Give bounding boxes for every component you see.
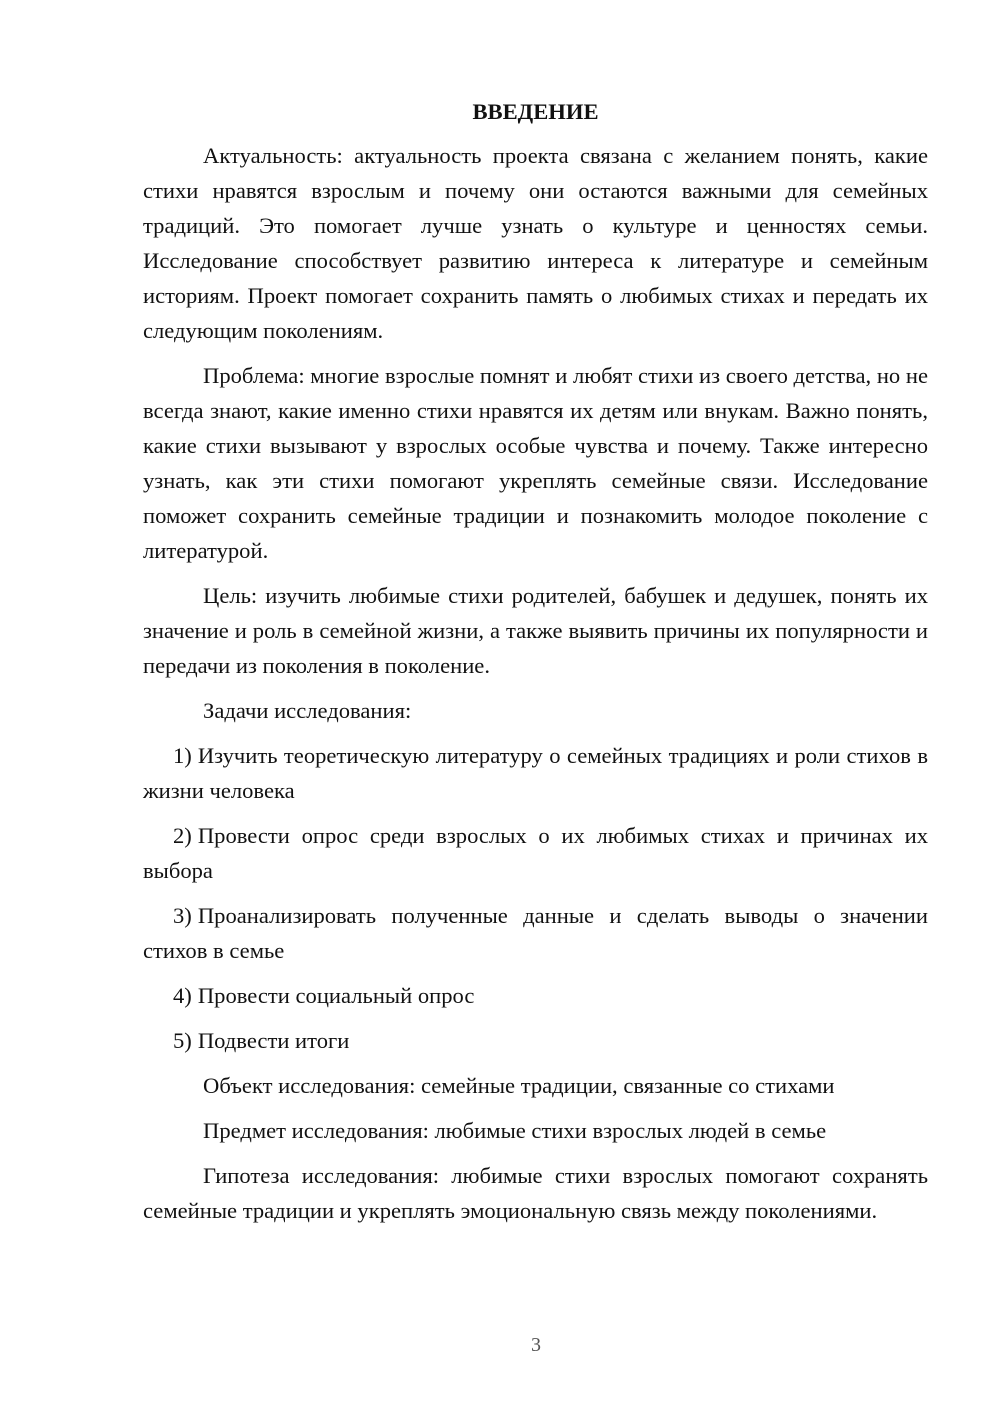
list-item <box>143 898 928 968</box>
hypothesis-paragraph: Гипотеза исследования: любимые стихи взрослых помогают сохранять семейные традиции и укреплять эмоциональную связь между поколениями. <box>143 1163 928 1223</box>
list-item-text: Проанализировать полученные данные и сделать выводы о значении стихов в семье <box>143 903 928 963</box>
list-item-text: Провести опрос среди взрослых о их любимых стихах и причинах их выбора <box>143 823 928 883</box>
problem-paragraph: Проблема: многие взрослые помнят и любят стихи из своего детства, но не всегда знают, какие именно стихи нравятся их детям или внукам. Важно понять, какие стихи вызывают у взрослых особые чувства и почему. Также интересно узнать, как эти стихи помогают укреплять семейные связи. Исследование поможет сохранить семейные традиции и познакомить молодое поколение с литературой. <box>143 363 928 563</box>
list-item-text: Подвести итоги <box>197 1028 350 1053</box>
list-item <box>143 738 928 808</box>
list-item <box>143 818 928 888</box>
page-title: ВВЕДЕНИЕ <box>472 99 599 124</box>
list-item-number: 3) <box>173 903 192 928</box>
list-item-number: 1) <box>173 743 192 768</box>
list-item-number: 2) <box>173 823 192 848</box>
list-item <box>143 1023 928 1058</box>
list-item-number: 4) <box>173 983 192 1008</box>
page-content <box>143 94 928 1238</box>
tasks-heading: Задачи исследования: <box>203 698 412 723</box>
tasks-list <box>143 738 928 1058</box>
object-paragraph: Объект исследования: семейные традиции, связанные со стихами <box>203 1073 835 1098</box>
subject-paragraph: Предмет исследования: любимые стихи взрослых людей в семье <box>203 1118 827 1143</box>
list-item <box>143 978 928 1013</box>
list-item-text: Изучить теоретическую литературу о семейных традициях и роли стихов в жизни человека <box>143 743 928 803</box>
goal-paragraph: Цель: изучить любимые стихи родителей, бабушек и дедушек, понять их значение и роль в семейной жизни, а также выявить причины их популярности и передачи из поколения в поколение. <box>143 583 928 678</box>
relevance-paragraph: Актуальность: актуальность проекта связана с желанием понять, какие стихи нравятся взрослым и почему они остаются важными для семейных традиций. Это помогает лучше узнать о культуре и ценностях семьи. Исследование способствует развитию интереса к литературе и семейным историям. Проект помогает сохранить память о любимых стихах и передать их следующим поколениям. <box>143 143 928 343</box>
list-item-number: 5) <box>173 1028 192 1053</box>
page-number: 3 <box>531 1334 541 1356</box>
list-item-text: Провести социальный опрос <box>197 983 475 1008</box>
